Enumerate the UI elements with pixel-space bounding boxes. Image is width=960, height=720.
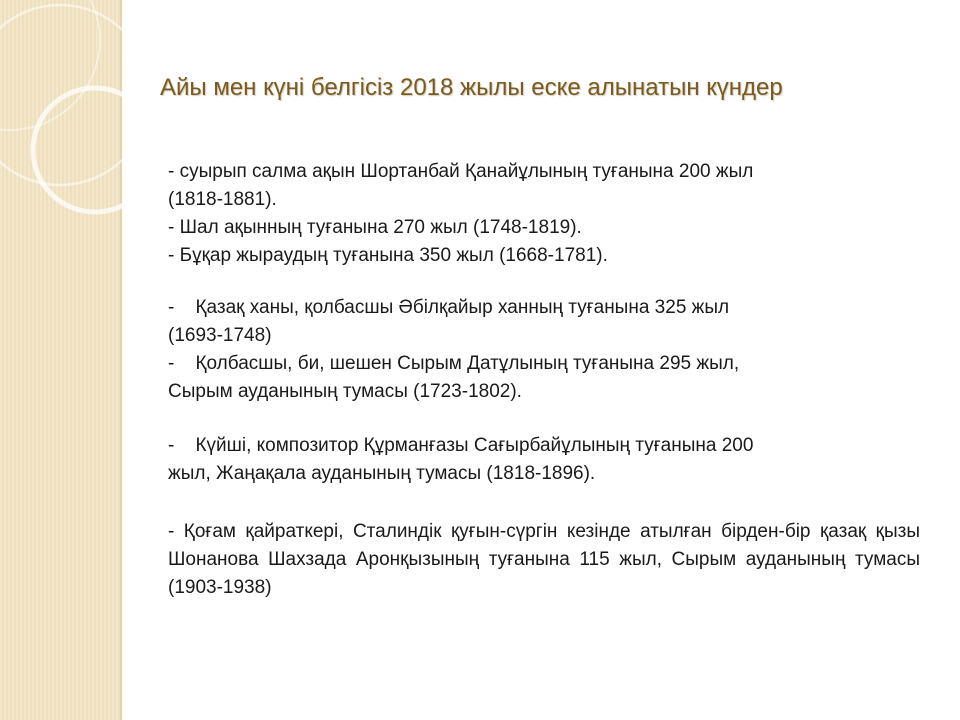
slide-title: Айы мен күні белгісіз 2018 жылы еске алынатын күндер (160, 74, 783, 101)
slide-body (168, 158, 928, 602)
paragraph-khans: - Қазақ ханы, қолбасшы Әбілқайыр ханның туғанына 325 жыл (1693-1748) - Қолбасшы, би, шешен Сырым Датұлының туғанына 295 жыл, Сырым ауданының тумасы (1723-1802). (168, 297, 740, 402)
paragraph-public-figure: - Қоғам қайраткері, Сталиндік қуғын-сүргін кезінде атылған бірден-бір қазақ қызы Шонанова Шахзада Аронқызының туғанына 115 жыл, Сырым ауданының тумасы (1903-1938) (168, 521, 920, 598)
paragraph-composer: - Күйші, композитор Құрманғазы Сағырбайұлының туғанына 200 жыл, Жаңақала ауданының тумасы (1818-1896). (168, 435, 754, 484)
paragraph-poets: - суырып салма ақын Шортанбай Қанайұлының туғанына 200 жыл (1818-1881). - Шал ақынның туғанына 270 жыл (1748-1819). - Бұқар жыраудың туғанына 350 жыл (1668-1781). (168, 161, 754, 266)
